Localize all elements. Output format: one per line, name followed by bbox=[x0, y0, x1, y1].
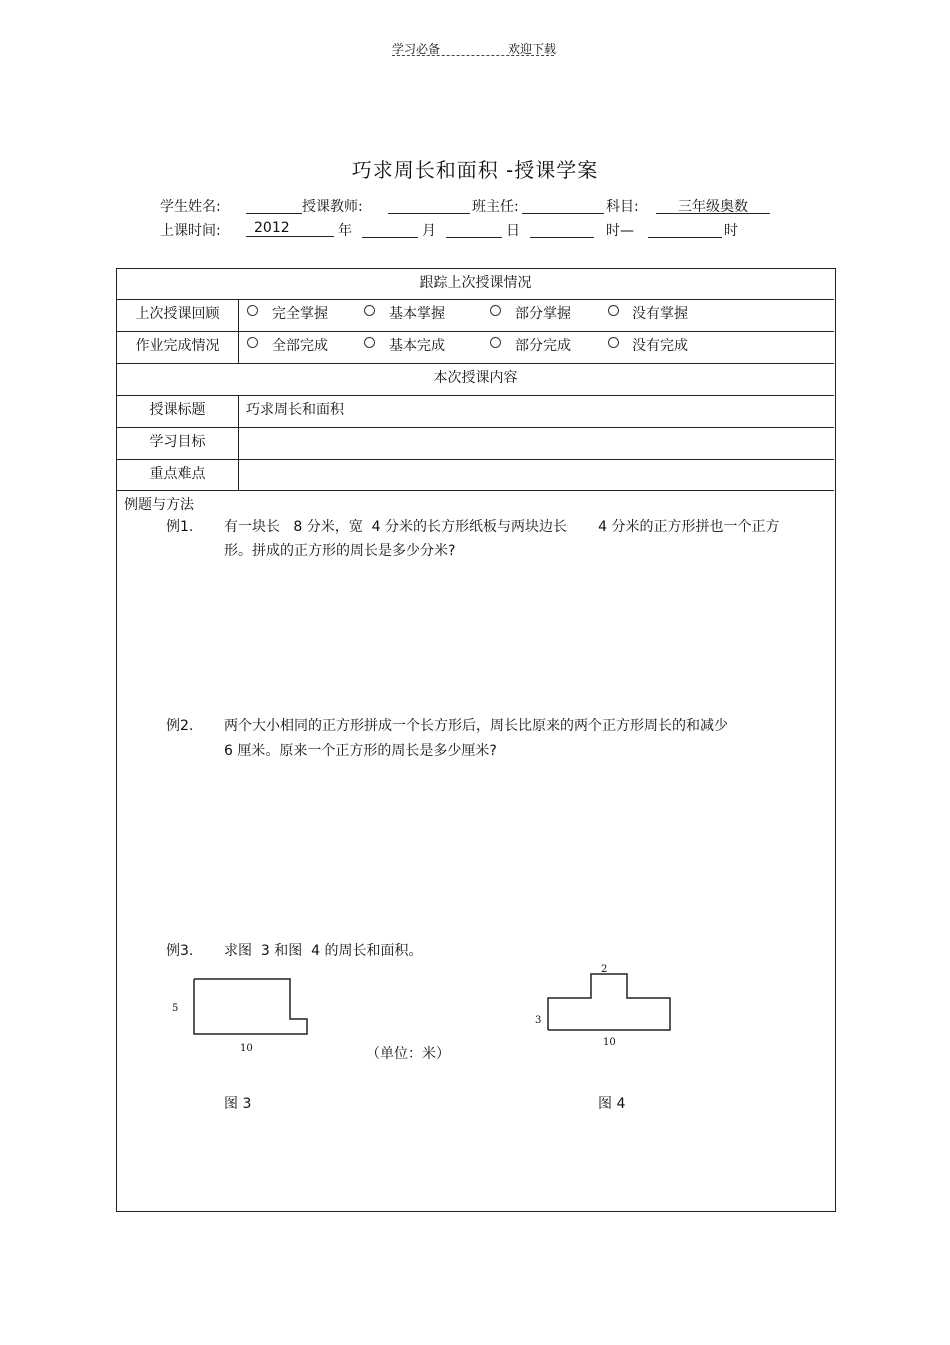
header-divider bbox=[392, 55, 554, 56]
header-left-text: 学习必备 bbox=[392, 42, 441, 56]
review-option-3: 部分掌握 bbox=[515, 306, 571, 322]
key-points-field[interactable] bbox=[240, 461, 832, 489]
subject-field[interactable]: 三年级奥数 bbox=[656, 196, 770, 214]
topic-value: 巧求周长和面积 bbox=[246, 402, 344, 418]
class-teacher-label: 班主任: bbox=[472, 199, 519, 215]
hour-start-label: 时— bbox=[606, 223, 634, 239]
example-2-label: 例2. bbox=[166, 718, 194, 734]
homework-radio-4[interactable] bbox=[608, 337, 619, 348]
content-header: 本次授课内容 bbox=[433, 370, 518, 386]
homework-radio-2[interactable] bbox=[364, 337, 375, 348]
example-3-text: 求图 3 和图 4 的周长和面积。 bbox=[224, 943, 423, 959]
month-label: 月 bbox=[422, 223, 436, 239]
table-rule bbox=[117, 331, 834, 332]
header-right-text: 欢迎下载 bbox=[508, 42, 557, 56]
figure-3-height-label: 5 bbox=[172, 1003, 179, 1014]
review-label: 上次授课回顾 bbox=[135, 306, 220, 322]
unit-note: （单位：米） bbox=[366, 1046, 450, 1062]
table-rule bbox=[117, 427, 834, 428]
table-rule bbox=[117, 459, 834, 460]
review-option-4: 没有掌握 bbox=[632, 306, 688, 322]
homework-option-4: 没有完成 bbox=[632, 338, 688, 354]
goal-label: 学习目标 bbox=[149, 434, 206, 450]
example-2-text-line2: 6 厘米。原来一个正方形的周长是多少厘米? bbox=[224, 743, 497, 759]
goal-field[interactable] bbox=[240, 429, 832, 457]
review-radio-4[interactable] bbox=[608, 305, 619, 316]
hour-start-field[interactable] bbox=[530, 220, 594, 238]
subject-label: 科目: bbox=[606, 199, 639, 215]
figure-4-height-label: 3 bbox=[535, 1015, 542, 1026]
homework-radio-3[interactable] bbox=[490, 337, 501, 348]
table-column-rule bbox=[238, 395, 239, 490]
figure-4-top-label: 2 bbox=[601, 964, 608, 975]
review-option-2: 基本掌握 bbox=[389, 306, 445, 322]
page-title: 巧求周长和面积 -授课学案 bbox=[351, 158, 599, 182]
month-field[interactable] bbox=[362, 220, 418, 238]
homework-option-1: 全部完成 bbox=[272, 338, 328, 354]
example-1-text-line1: 有一块长 8 分米，宽 4 分米的长方形纸板与两块边长 4 分米的正方形拼也一个正方 bbox=[224, 519, 780, 535]
review-radio-3[interactable] bbox=[490, 305, 501, 316]
example-3-label: 例3. bbox=[166, 943, 194, 959]
table-rule bbox=[117, 363, 834, 364]
figure-4-caption: 图 4 bbox=[598, 1096, 626, 1112]
example-1-text-line2: 形。拼成的正方形的周长是多少分米? bbox=[224, 543, 456, 559]
day-label: 日 bbox=[506, 223, 520, 239]
hour-end-field[interactable] bbox=[648, 220, 722, 238]
example-1-label: 例1. bbox=[166, 519, 194, 535]
homework-label: 作业完成情况 bbox=[135, 338, 220, 354]
key-points-label: 重点难点 bbox=[149, 466, 206, 482]
year-label: 年 bbox=[338, 223, 352, 239]
review-option-1: 完全掌握 bbox=[272, 306, 328, 322]
teacher-label: 授课教师: bbox=[302, 199, 363, 215]
tracking-header: 跟踪上次授课情况 bbox=[419, 275, 532, 291]
topic-label: 授课标题 bbox=[149, 402, 206, 418]
figure-3-shape bbox=[194, 979, 307, 1034]
review-radio-2[interactable] bbox=[364, 305, 375, 316]
student-name-field[interactable] bbox=[246, 196, 302, 214]
year-field[interactable]: 2012 bbox=[246, 220, 334, 237]
day-field[interactable] bbox=[446, 220, 502, 238]
examples-label: 例题与方法 bbox=[124, 497, 194, 513]
homework-radio-1[interactable] bbox=[247, 337, 258, 348]
table-column-rule bbox=[238, 299, 239, 363]
figure-4-width-label: 10 bbox=[603, 1037, 616, 1048]
figure-3-caption: 图 3 bbox=[224, 1096, 252, 1112]
example-2-text-line1: 两个大小相同的正方形拼成一个长方形后，周长比原来的两个正方形周长的和减少 bbox=[224, 718, 728, 734]
student-name-label: 学生姓名: bbox=[160, 199, 221, 215]
class-time-label: 上课时间: bbox=[160, 223, 221, 239]
figure-4-shape bbox=[548, 974, 670, 1030]
figure-3-diagram bbox=[190, 975, 312, 1037]
figure-4-diagram bbox=[544, 970, 674, 1034]
class-teacher-field[interactable] bbox=[522, 196, 604, 214]
homework-option-2: 基本完成 bbox=[389, 338, 445, 354]
teacher-field[interactable] bbox=[388, 196, 470, 214]
homework-option-3: 部分完成 bbox=[515, 338, 571, 354]
table-rule bbox=[117, 395, 834, 396]
table-rule bbox=[117, 490, 834, 491]
review-radio-1[interactable] bbox=[247, 305, 258, 316]
table-rule bbox=[117, 299, 834, 300]
hour-end-label: 时 bbox=[724, 223, 738, 239]
figure-3-width-label: 10 bbox=[240, 1043, 253, 1054]
